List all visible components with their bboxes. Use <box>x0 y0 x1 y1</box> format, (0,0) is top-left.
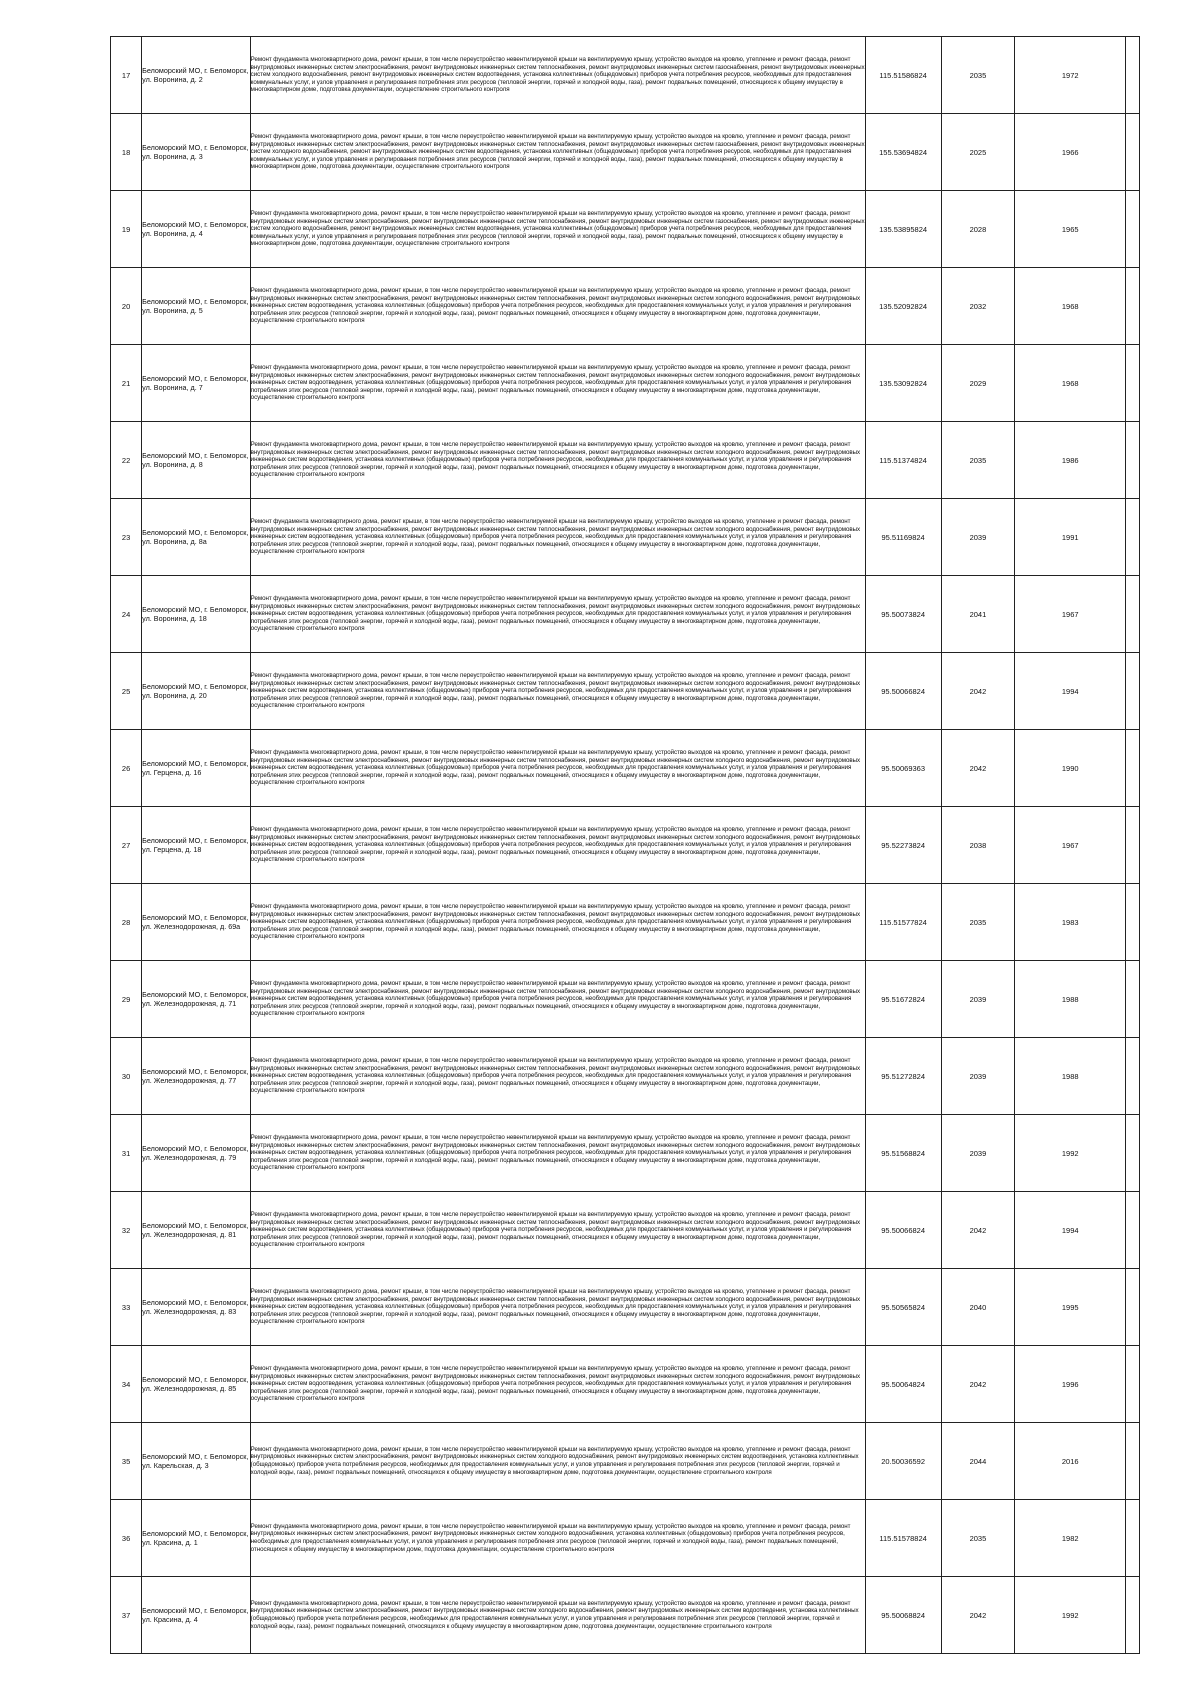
built-year-cell: 2016 <box>1015 1423 1126 1500</box>
built-year-cell: 1972 <box>1015 37 1126 114</box>
table-row <box>111 807 1140 884</box>
table-row <box>111 1500 1140 1577</box>
works-description-cell: Ремонт фундамента многоквартирного дома, ремонт крыши, в том числе переустройство невентилируемой крыши на вентилируемую крышу, устройство выходов на кровлю, утепление и ремонт фасада, ремонт внутридомовых инженерных систем электроснабжения, ремонт внутридомовых инженерных систем теплоснабжения, ремонт внутридомовых инженерных систем холодного водоснабжения, ремонт внутридомовых инженерных систем водоотведения, установка коллективных (общедомовых) приборов учета потребления ресурсов, необходимых для предоставления коммунальных услуг, и узлов управления и регулирования потребления этих ресурсов (тепловой энергии, горячей и холодной воды, газа), ремонт подвальных помещений, относящихся к общему имуществу в многоквартирном доме, подготовка документации, осуществление строительного контроля <box>250 1115 865 1192</box>
row-number-cell: 19 <box>111 191 142 268</box>
built-year-cell: 1967 <box>1015 807 1126 884</box>
table-row <box>111 1423 1140 1500</box>
address-cell: Беломорский МО, г. Беломорск, ул. Карельская, д. 3 <box>142 1423 251 1500</box>
built-year-cell: 1983 <box>1015 884 1126 961</box>
cost-cell: 95.50565824 <box>865 1269 941 1346</box>
cost-cell: 115.51374824 <box>865 422 941 499</box>
planned-year-cell: 2042 <box>941 730 1015 807</box>
cost-cell: 115.51586824 <box>865 37 941 114</box>
row-number-cell: 33 <box>111 1269 142 1346</box>
works-description-cell: Ремонт фундамента многоквартирного дома, ремонт крыши, в том числе переустройство невентилируемой крыши на вентилируемую крышу, устройство выходов на кровлю, утепление и ремонт фасада, ремонт внутридомовых инженерных систем электроснабжения, ремонт внутридомовых инженерных систем теплоснабжения, ремонт внутридомовых инженерных систем холодного водоснабжения, ремонт внутридомовых инженерных систем водоотведения, установка коллективных (общедомовых) приборов учета потребления ресурсов, необходимых для предоставления коммунальных услуг, и узлов управления и регулирования потребления этих ресурсов (тепловой энергии, горячей и холодной воды, газа), ремонт подвальных помещений, относящихся к общему имуществу в многоквартирном доме, подготовка документации, осуществление строительного контроля <box>250 345 865 422</box>
cost-cell: 135.53092824 <box>865 345 941 422</box>
planned-year-cell: 2032 <box>941 268 1015 345</box>
planned-year-cell: 2035 <box>941 422 1015 499</box>
table-row <box>111 1577 1140 1654</box>
planned-year-cell: 2044 <box>941 1423 1015 1500</box>
built-year-cell: 1991 <box>1015 499 1126 576</box>
planned-year-cell: 2042 <box>941 1192 1015 1269</box>
table-row <box>111 961 1140 1038</box>
works-description-cell: Ремонт фундамента многоквартирного дома, ремонт крыши, в том числе переустройство невентилируемой крыши на вентилируемую крышу, устройство выходов на кровлю, утепление и ремонт фасада, ремонт внутридомовых инженерных систем электроснабжения, ремонт внутридомовых инженерных систем холодного водоснабжения, ремонт внутридомовых инженерных систем водоотведения, установка коллективных (общедомовых) приборов учета потребления ресурсов, необходимых для предоставления коммунальных услуг, и узлов управления и регулирования потребления этих ресурсов (тепловой энергии, горячей и холодной воды, газа), ремонт подвальных помещений, относящихся к общему имуществу в многоквартирном доме, подготовка документации, осуществление строительного контроля <box>250 1577 865 1654</box>
empty-cell <box>1126 1192 1140 1269</box>
empty-cell <box>1126 884 1140 961</box>
table-row <box>111 1269 1140 1346</box>
row-number-cell: 20 <box>111 268 142 345</box>
table-row <box>111 422 1140 499</box>
table-row <box>111 1346 1140 1423</box>
works-description-cell: Ремонт фундамента многоквартирного дома, ремонт крыши, в том числе переустройство невентилируемой крыши на вентилируемую крышу, устройство выходов на кровлю, утепление и ремонт фасада, ремонт внутридомовых инженерных систем электроснабжения, ремонт внутридомовых инженерных систем теплоснабжения, ремонт внутридомовых инженерных систем холодного водоснабжения, ремонт внутридомовых инженерных систем водоотведения, установка коллективных (общедомовых) приборов учета потребления ресурсов, необходимых для предоставления коммунальных услуг, и узлов управления и регулирования потребления этих ресурсов (тепловой энергии, горячей и холодной воды, газа), ремонт подвальных помещений, относящихся к общему имуществу в многоквартирном доме, подготовка документации, осуществление строительного контроля <box>250 1038 865 1115</box>
address-cell: Беломорский МО, г. Беломорск, ул. Герцена, д. 18 <box>142 807 251 884</box>
table-row <box>111 345 1140 422</box>
built-year-cell: 1986 <box>1015 422 1126 499</box>
works-description-cell: Ремонт фундамента многоквартирного дома, ремонт крыши, в том числе переустройство невентилируемой крыши на вентилируемую крышу, устройство выходов на кровлю, утепление и ремонт фасада, ремонт внутридомовых инженерных систем электроснабжения, ремонт внутридомовых инженерных систем теплоснабжения, ремонт внутридомовых инженерных систем холодного водоснабжения, ремонт внутридомовых инженерных систем водоотведения, установка коллективных (общедомовых) приборов учета потребления ресурсов, необходимых для предоставления коммунальных услуг, и узлов управления и регулирования потребления этих ресурсов (тепловой энергии, горячей и холодной воды, газа), ремонт подвальных помещений, относящихся к общему имуществу в многоквартирном доме, подготовка документации, осуществление строительного контроля <box>250 1269 865 1346</box>
table-body <box>111 37 1140 1654</box>
row-number-cell: 29 <box>111 961 142 1038</box>
works-description-cell: Ремонт фундамента многоквартирного дома, ремонт крыши, в том числе переустройство невентилируемой крыши на вентилируемую крышу, устройство выходов на кровлю, утепление и ремонт фасада, ремонт внутридомовых инженерных систем электроснабжения, ремонт внутридомовых инженерных систем теплоснабжения, ремонт внутридомовых инженерных систем холодного водоснабжения, ремонт внутридомовых инженерных систем водоотведения, установка коллективных (общедомовых) приборов учета потребления ресурсов, необходимых для предоставления коммунальных услуг, и узлов управления и регулирования потребления этих ресурсов (тепловой энергии, горячей и холодной воды, газа), ремонт подвальных помещений, относящихся к общему имуществу в многоквартирном доме, подготовка документации, осуществление строительного контроля <box>250 1346 865 1423</box>
planned-year-cell: 2042 <box>941 1346 1015 1423</box>
row-number-cell: 36 <box>111 1500 142 1577</box>
cost-cell: 95.51169824 <box>865 499 941 576</box>
cost-cell: 95.50068824 <box>865 1577 941 1654</box>
built-year-cell: 1992 <box>1015 1115 1126 1192</box>
empty-cell <box>1126 1577 1140 1654</box>
works-description-cell: Ремонт фундамента многоквартирного дома, ремонт крыши, в том числе переустройство невентилируемой крыши на вентилируемую крышу, устройство выходов на кровлю, утепление и ремонт фасада, ремонт внутридомовых инженерных систем электроснабжения, ремонт внутридомовых инженерных систем холодного водоснабжения, ремонт внутридомовых инженерных систем водоотведения, установка коллективных (общедомовых) приборов учета потребления ресурсов, необходимых для предоставления коммунальных услуг, и узлов управления и регулирования потребления этих ресурсов (тепловой энергии, горячей и холодной воды, газа), ремонт подвальных помещений, относящихся к общему имуществу в многоквартирном доме, подготовка документации, осуществление строительного контроля <box>250 1423 865 1500</box>
address-cell: Беломорский МО, г. Беломорск, ул. Воронина, д. 2 <box>142 37 251 114</box>
row-number-cell: 30 <box>111 1038 142 1115</box>
address-cell: Беломорский МО, г. Беломорск, ул. Железнодорожная, д. 71 <box>142 961 251 1038</box>
empty-cell <box>1126 1346 1140 1423</box>
address-cell: Беломорский МО, г. Беломорск, ул. Железнодорожная, д. 77 <box>142 1038 251 1115</box>
works-description-cell: Ремонт фундамента многоквартирного дома, ремонт крыши, в том числе переустройство невентилируемой крыши на вентилируемую крышу, устройство выходов на кровлю, утепление и ремонт фасада, ремонт внутридомовых инженерных систем электроснабжения, ремонт внутридомовых инженерных систем теплоснабжения, ремонт внутридомовых инженерных систем холодного водоснабжения, ремонт внутридомовых инженерных систем водоотведения, установка коллективных (общедомовых) приборов учета потребления ресурсов, необходимых для предоставления коммунальных услуг, и узлов управления и регулирования потребления этих ресурсов (тепловой энергии, горячей и холодной воды, газа), ремонт подвальных помещений, относящихся к общему имуществу в многоквартирном доме, подготовка документации, осуществление строительного контроля <box>250 576 865 653</box>
table-row <box>111 114 1140 191</box>
built-year-cell: 1988 <box>1015 1038 1126 1115</box>
row-number-cell: 32 <box>111 1192 142 1269</box>
works-description-cell: Ремонт фундамента многоквартирного дома, ремонт крыши, в том числе переустройство невентилируемой крыши на вентилируемую крышу, устройство выходов на кровлю, утепление и ремонт фасада, ремонт внутридомовых инженерных систем электроснабжения, ремонт внутридомовых инженерных систем теплоснабжения, ремонт внутридомовых инженерных систем холодного водоснабжения, ремонт внутридомовых инженерных систем водоотведения, установка коллективных (общедомовых) приборов учета потребления ресурсов, необходимых для предоставления коммунальных услуг, и узлов управления и регулирования потребления этих ресурсов (тепловой энергии, горячей и холодной воды, газа), ремонт подвальных помещений, относящихся к общему имуществу в многоквартирном доме, подготовка документации, осуществление строительного контроля <box>250 1192 865 1269</box>
empty-cell <box>1126 1038 1140 1115</box>
table-row <box>111 499 1140 576</box>
built-year-cell: 1965 <box>1015 191 1126 268</box>
planned-year-cell: 2041 <box>941 576 1015 653</box>
address-cell: Беломорский МО, г. Беломорск, ул. Воронина, д. 4 <box>142 191 251 268</box>
repair-register-table <box>110 36 1140 1654</box>
planned-year-cell: 2035 <box>941 1500 1015 1577</box>
row-number-cell: 23 <box>111 499 142 576</box>
empty-cell <box>1126 345 1140 422</box>
row-number-cell: 35 <box>111 1423 142 1500</box>
built-year-cell: 1982 <box>1015 1500 1126 1577</box>
built-year-cell: 1992 <box>1015 1577 1126 1654</box>
address-cell: Беломорский МО, г. Беломорск, ул. Герцена, д. 16 <box>142 730 251 807</box>
cost-cell: 95.50064824 <box>865 1346 941 1423</box>
cost-cell: 95.50073824 <box>865 576 941 653</box>
built-year-cell: 1968 <box>1015 345 1126 422</box>
planned-year-cell: 2038 <box>941 807 1015 884</box>
works-description-cell: Ремонт фундамента многоквартирного дома, ремонт крыши, в том числе переустройство невентилируемой крыши на вентилируемую крышу, устройство выходов на кровлю, утепление и ремонт фасада, ремонт внутридомовых инженерных систем электроснабжения, ремонт внутридомовых инженерных систем теплоснабжения, ремонт внутридомовых инженерных систем холодного водоснабжения, ремонт внутридомовых инженерных систем водоотведения, установка коллективных (общедомовых) приборов учета потребления ресурсов, необходимых для предоставления коммунальных услуг, и узлов управления и регулирования потребления этих ресурсов (тепловой энергии, горячей и холодной воды, газа), ремонт подвальных помещений, относящихся к общему имуществу в многоквартирном доме, подготовка документации, осуществление строительного контроля <box>250 653 865 730</box>
cost-cell: 115.51577824 <box>865 884 941 961</box>
built-year-cell: 1988 <box>1015 961 1126 1038</box>
planned-year-cell: 2029 <box>941 345 1015 422</box>
works-description-cell: Ремонт фундамента многоквартирного дома, ремонт крыши, в том числе переустройство невентилируемой крыши на вентилируемую крышу, устройство выходов на кровлю, утепление и ремонт фасада, ремонт внутридомовых инженерных систем электроснабжения, ремонт внутридомовых инженерных систем теплоснабжения, ремонт внутридомовых инженерных систем газоснабжения, ремонт внутридомовых инженерных систем холодного водоснабжения, ремонт внутридомовых инженерных систем водоотведения, установка коллективных (общедомовых) приборов учета потребления ресурсов, необходимых для предоставления коммунальных услуг, и узлов управления и регулирования потребления этих ресурсов (тепловой энергии, горячей и холодной воды, газа), ремонт подвальных помещений, относящихся к общему имуществу в многоквартирном доме, подготовка документации, осуществление строительного контроля <box>250 37 865 114</box>
cost-cell: 20.50036592 <box>865 1423 941 1500</box>
row-number-cell: 22 <box>111 422 142 499</box>
works-description-cell: Ремонт фундамента многоквартирного дома, ремонт крыши, в том числе переустройство невентилируемой крыши на вентилируемую крышу, устройство выходов на кровлю, утепление и ремонт фасада, ремонт внутридомовых инженерных систем электроснабжения, ремонт внутридомовых инженерных систем теплоснабжения, ремонт внутридомовых инженерных систем холодного водоснабжения, ремонт внутридомовых инженерных систем водоотведения, установка коллективных (общедомовых) приборов учета потребления ресурсов, необходимых для предоставления коммунальных услуг, и узлов управления и регулирования потребления этих ресурсов (тепловой энергии, горячей и холодной воды, газа), ремонт подвальных помещений, относящихся к общему имуществу в многоквартирном доме, подготовка документации, осуществление строительного контроля <box>250 499 865 576</box>
table-row <box>111 191 1140 268</box>
empty-cell <box>1126 807 1140 884</box>
address-cell: Беломорский МО, г. Беломорск, ул. Воронина, д. 5 <box>142 268 251 345</box>
planned-year-cell: 2039 <box>941 961 1015 1038</box>
works-description-cell: Ремонт фундамента многоквартирного дома, ремонт крыши, в том числе переустройство невентилируемой крыши на вентилируемую крышу, устройство выходов на кровлю, утепление и ремонт фасада, ремонт внутридомовых инженерных систем электроснабжения, ремонт внутридомовых инженерных систем холодного водоснабжения, установка коллективных (общедомовых) приборов учета потребления ресурсов, необходимых для предоставления коммунальных услуг, и узлов управления и регулирования потребления этих ресурсов (тепловой энергии, горячей и холодной воды, газа), ремонт подвальных помещений, относящихся к общему имуществу в многоквартирном доме, подготовка документации, осуществление строительного контроля <box>250 1500 865 1577</box>
address-cell: Беломорский МО, г. Беломорск, ул. Железнодорожная, д. 79 <box>142 1115 251 1192</box>
table-row <box>111 653 1140 730</box>
row-number-cell: 18 <box>111 114 142 191</box>
table-row <box>111 1115 1140 1192</box>
works-description-cell: Ремонт фундамента многоквартирного дома, ремонт крыши, в том числе переустройство невентилируемой крыши на вентилируемую крышу, устройство выходов на кровлю, утепление и ремонт фасада, ремонт внутридомовых инженерных систем электроснабжения, ремонт внутридомовых инженерных систем теплоснабжения, ремонт внутридомовых инженерных систем газоснабжения, ремонт внутридомовых инженерных систем холодного водоснабжения, ремонт внутридомовых инженерных систем водоотведения, установка коллективных (общедомовых) приборов учета потребления ресурсов, необходимых для предоставления коммунальных услуг, и узлов управления и регулирования потребления этих ресурсов (тепловой энергии, горячей и холодной воды, газа), ремонт подвальных помещений, относящихся к общему имуществу в многоквартирном доме, подготовка документации, осуществление строительного контроля <box>250 191 865 268</box>
cost-cell: 95.51568824 <box>865 1115 941 1192</box>
row-number-cell: 24 <box>111 576 142 653</box>
built-year-cell: 1995 <box>1015 1269 1126 1346</box>
works-description-cell: Ремонт фундамента многоквартирного дома, ремонт крыши, в том числе переустройство невентилируемой крыши на вентилируемую крышу, устройство выходов на кровлю, утепление и ремонт фасада, ремонт внутридомовых инженерных систем электроснабжения, ремонт внутридомовых инженерных систем теплоснабжения, ремонт внутридомовых инженерных систем холодного водоснабжения, ремонт внутридомовых инженерных систем водоотведения, установка коллективных (общедомовых) приборов учета потребления ресурсов, необходимых для предоставления коммунальных услуг, и узлов управления и регулирования потребления этих ресурсов (тепловой энергии, горячей и холодной воды, газа), ремонт подвальных помещений, относящихся к общему имуществу в многоквартирном доме, подготовка документации, осуществление строительного контроля <box>250 961 865 1038</box>
address-cell: Беломорский МО, г. Беломорск, ул. Железнодорожная, д. 81 <box>142 1192 251 1269</box>
empty-cell <box>1126 1115 1140 1192</box>
row-number-cell: 31 <box>111 1115 142 1192</box>
address-cell: Беломорский МО, г. Беломорск, ул. Воронина, д. 8а <box>142 499 251 576</box>
empty-cell <box>1126 499 1140 576</box>
row-number-cell: 17 <box>111 37 142 114</box>
cost-cell: 115.51578824 <box>865 1500 941 1577</box>
planned-year-cell: 2040 <box>941 1269 1015 1346</box>
built-year-cell: 1966 <box>1015 114 1126 191</box>
built-year-cell: 1994 <box>1015 653 1126 730</box>
address-cell: Беломорский МО, г. Беломорск, ул. Воронина, д. 3 <box>142 114 251 191</box>
address-cell: Беломорский МО, г. Беломорск, ул. Железнодорожная, д. 83 <box>142 1269 251 1346</box>
built-year-cell: 1996 <box>1015 1346 1126 1423</box>
row-number-cell: 37 <box>111 1577 142 1654</box>
empty-cell <box>1126 576 1140 653</box>
cost-cell: 95.50069363 <box>865 730 941 807</box>
cost-cell: 135.53895824 <box>865 191 941 268</box>
table-row <box>111 1192 1140 1269</box>
row-number-cell: 26 <box>111 730 142 807</box>
planned-year-cell: 2042 <box>941 1577 1015 1654</box>
empty-cell <box>1126 1423 1140 1500</box>
table-row <box>111 1038 1140 1115</box>
cost-cell: 95.50066824 <box>865 653 941 730</box>
empty-cell <box>1126 653 1140 730</box>
works-description-cell: Ремонт фундамента многоквартирного дома, ремонт крыши, в том числе переустройство невентилируемой крыши на вентилируемую крышу, устройство выходов на кровлю, утепление и ремонт фасада, ремонт внутридомовых инженерных систем электроснабжения, ремонт внутридомовых инженерных систем теплоснабжения, ремонт внутридомовых инженерных систем холодного водоснабжения, ремонт внутридомовых инженерных систем водоотведения, установка коллективных (общедомовых) приборов учета потребления ресурсов, необходимых для предоставления коммунальных услуг, и узлов управления и регулирования потребления этих ресурсов (тепловой энергии, горячей и холодной воды, газа), ремонт подвальных помещений, относящихся к общему имуществу в многоквартирном доме, подготовка документации, осуществление строительного контроля <box>250 884 865 961</box>
address-cell: Беломорский МО, г. Беломорск, ул. Железнодорожная, д. 69а <box>142 884 251 961</box>
row-number-cell: 25 <box>111 653 142 730</box>
built-year-cell: 1968 <box>1015 268 1126 345</box>
planned-year-cell: 2025 <box>941 114 1015 191</box>
address-cell: Беломорский МО, г. Беломорск, ул. Воронина, д. 18 <box>142 576 251 653</box>
empty-cell <box>1126 730 1140 807</box>
works-description-cell: Ремонт фундамента многоквартирного дома, ремонт крыши, в том числе переустройство невентилируемой крыши на вентилируемую крышу, устройство выходов на кровлю, утепление и ремонт фасада, ремонт внутридомовых инженерных систем электроснабжения, ремонт внутридомовых инженерных систем теплоснабжения, ремонт внутридомовых инженерных систем холодного водоснабжения, ремонт внутридомовых инженерных систем водоотведения, установка коллективных (общедомовых) приборов учета потребления ресурсов, необходимых для предоставления коммунальных услуг, и узлов управления и регулирования потребления этих ресурсов (тепловой энергии, горячей и холодной воды, газа), ремонт подвальных помещений, относящихся к общему имуществу в многоквартирном доме, подготовка документации, осуществление строительного контроля <box>250 422 865 499</box>
cost-cell: 95.52273824 <box>865 807 941 884</box>
planned-year-cell: 2035 <box>941 884 1015 961</box>
built-year-cell: 1994 <box>1015 1192 1126 1269</box>
empty-cell <box>1126 1500 1140 1577</box>
planned-year-cell: 2035 <box>941 37 1015 114</box>
built-year-cell: 1990 <box>1015 730 1126 807</box>
planned-year-cell: 2039 <box>941 1115 1015 1192</box>
address-cell: Беломорский МО, г. Беломорск, ул. Воронина, д. 7 <box>142 345 251 422</box>
cost-cell: 155.53694824 <box>865 114 941 191</box>
table-row <box>111 884 1140 961</box>
address-cell: Беломорский МО, г. Беломорск, ул. Красина, д. 4 <box>142 1577 251 1654</box>
planned-year-cell: 2039 <box>941 499 1015 576</box>
empty-cell <box>1126 268 1140 345</box>
works-description-cell: Ремонт фундамента многоквартирного дома, ремонт крыши, в том числе переустройство невентилируемой крыши на вентилируемую крышу, устройство выходов на кровлю, утепление и ремонт фасада, ремонт внутридомовых инженерных систем электроснабжения, ремонт внутридомовых инженерных систем теплоснабжения, ремонт внутридомовых инженерных систем холодного водоснабжения, ремонт внутридомовых инженерных систем водоотведения, установка коллективных (общедомовых) приборов учета потребления ресурсов, необходимых для предоставления коммунальных услуг, и узлов управления и регулирования потребления этих ресурсов (тепловой энергии, горячей и холодной воды, газа), ремонт подвальных помещений, относящихся к общему имуществу в многоквартирном доме, подготовка документации, осуществление строительного контроля <box>250 268 865 345</box>
address-cell: Беломорский МО, г. Беломорск, ул. Железнодорожная, д. 85 <box>142 1346 251 1423</box>
row-number-cell: 34 <box>111 1346 142 1423</box>
built-year-cell: 1967 <box>1015 576 1126 653</box>
row-number-cell: 21 <box>111 345 142 422</box>
cost-cell: 95.50066824 <box>865 1192 941 1269</box>
empty-cell <box>1126 37 1140 114</box>
table-row <box>111 37 1140 114</box>
works-description-cell: Ремонт фундамента многоквартирного дома, ремонт крыши, в том числе переустройство невентилируемой крыши на вентилируемую крышу, устройство выходов на кровлю, утепление и ремонт фасада, ремонт внутридомовых инженерных систем электроснабжения, ремонт внутридомовых инженерных систем теплоснабжения, ремонт внутридомовых инженерных систем газоснабжения, ремонт внутридомовых инженерных систем холодного водоснабжения, ремонт внутридомовых инженерных систем водоотведения, установка коллективных (общедомовых) приборов учета потребления ресурсов, необходимых для предоставления коммунальных услуг, и узлов управления и регулирования потребления этих ресурсов (тепловой энергии, горячей и холодной воды, газа), ремонт подвальных помещений, относящихся к общему имуществу в многоквартирном доме, подготовка документации, осуществление строительного контроля <box>250 114 865 191</box>
empty-cell <box>1126 191 1140 268</box>
cost-cell: 135.52092824 <box>865 268 941 345</box>
empty-cell <box>1126 422 1140 499</box>
works-description-cell: Ремонт фундамента многоквартирного дома, ремонт крыши, в том числе переустройство невентилируемой крыши на вентилируемую крышу, устройство выходов на кровлю, утепление и ремонт фасада, ремонт внутридомовых инженерных систем электроснабжения, ремонт внутридомовых инженерных систем теплоснабжения, ремонт внутридомовых инженерных систем холодного водоснабжения, ремонт внутридомовых инженерных систем водоотведения, установка коллективных (общедомовых) приборов учета потребления ресурсов, необходимых для предоставления коммунальных услуг, и узлов управления и регулирования потребления этих ресурсов (тепловой энергии, горячей и холодной воды, газа), ремонт подвальных помещений, относящихся к общему имуществу в многоквартирном доме, подготовка документации, осуществление строительного контроля <box>250 807 865 884</box>
table-row <box>111 730 1140 807</box>
address-cell: Беломорский МО, г. Беломорск, ул. Воронина, д. 8 <box>142 422 251 499</box>
planned-year-cell: 2028 <box>941 191 1015 268</box>
cost-cell: 95.51672824 <box>865 961 941 1038</box>
works-description-cell: Ремонт фундамента многоквартирного дома, ремонт крыши, в том числе переустройство невентилируемой крыши на вентилируемую крышу, устройство выходов на кровлю, утепление и ремонт фасада, ремонт внутридомовых инженерных систем электроснабжения, ремонт внутридомовых инженерных систем теплоснабжения, ремонт внутридомовых инженерных систем холодного водоснабжения, ремонт внутридомовых инженерных систем водоотведения, установка коллективных (общедомовых) приборов учета потребления ресурсов, необходимых для предоставления коммунальных услуг, и узлов управления и регулирования потребления этих ресурсов (тепловой энергии, горячей и холодной воды, газа), ремонт подвальных помещений, относящихся к общему имуществу в многоквартирном доме, подготовка документации, осуществление строительного контроля <box>250 730 865 807</box>
table-row <box>111 268 1140 345</box>
row-number-cell: 28 <box>111 884 142 961</box>
empty-cell <box>1126 114 1140 191</box>
cost-cell: 95.51272824 <box>865 1038 941 1115</box>
empty-cell <box>1126 961 1140 1038</box>
table-row <box>111 576 1140 653</box>
planned-year-cell: 2039 <box>941 1038 1015 1115</box>
address-cell: Беломорский МО, г. Беломорск, ул. Красина, д. 1 <box>142 1500 251 1577</box>
empty-cell <box>1126 1269 1140 1346</box>
row-number-cell: 27 <box>111 807 142 884</box>
planned-year-cell: 2042 <box>941 653 1015 730</box>
address-cell: Беломорский МО, г. Беломорск, ул. Воронина, д. 20 <box>142 653 251 730</box>
